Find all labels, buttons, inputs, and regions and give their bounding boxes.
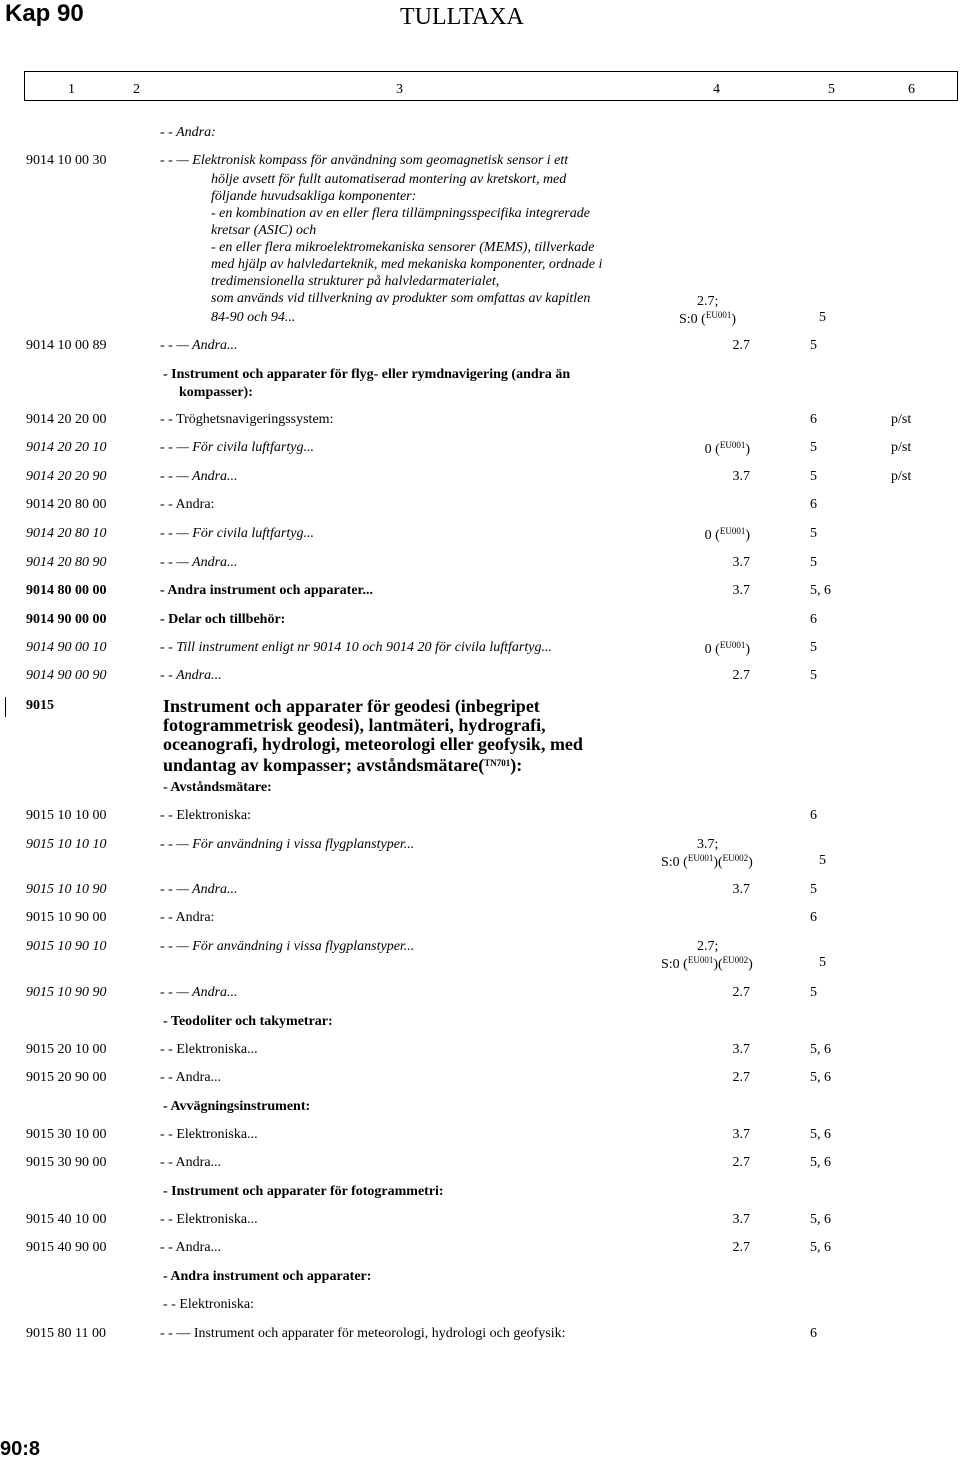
description-line: med hjälp av halvledarteknik, med mekaniska komponenter, ordnade i <box>211 257 603 272</box>
section-heading: - Avståndsmätare: <box>163 780 272 795</box>
subsection-heading: - - Elektroniska: <box>163 1297 254 1312</box>
col5-value: 5, 6 <box>810 1155 831 1170</box>
col5-value: 5 <box>819 955 826 970</box>
table-row <box>0 440 960 460</box>
duty-rate: 3.7 <box>732 1127 750 1142</box>
description: - Delar och tillbehör: <box>160 612 286 627</box>
change-bar <box>5 697 6 717</box>
heading-line: undantag av kompasser; avståndsmätare($^{TN701}$): <box>163 755 523 775</box>
description: - - Elektroniska... <box>160 1212 258 1227</box>
section-heading: - Instrument och apparater för fotogrammetri: <box>163 1184 444 1199</box>
table-row <box>0 882 960 902</box>
description: - - — För användning i vissa flygplanstyper... <box>160 939 415 954</box>
duty-rate: 2.7 <box>732 338 750 353</box>
column-header-6: 6 <box>908 82 915 97</box>
duty-rate: 0 ($^{EU001}$) <box>704 640 750 657</box>
description: - - Andra... <box>160 1155 222 1170</box>
col5-value: 6 <box>810 808 817 823</box>
table-row <box>0 469 960 489</box>
description: - - — Andra... <box>160 985 238 1000</box>
description: - - — Andra... <box>160 555 238 570</box>
table-row <box>0 526 960 546</box>
description: - - Andra: <box>160 125 216 140</box>
table-row <box>0 125 960 145</box>
col5-value: 6 <box>810 1326 817 1341</box>
table-row <box>0 1070 960 1090</box>
section-heading-cont: kompasser): <box>179 385 253 400</box>
col5-value: 5, 6 <box>810 1212 831 1227</box>
code: 9015 10 90 00 <box>26 910 107 925</box>
col5-value: 5 <box>810 640 817 655</box>
col5-value: 6 <box>810 910 817 925</box>
description: - - Andra: <box>160 910 215 925</box>
col6-value: p/st <box>891 440 912 455</box>
column-header-5: 5 <box>828 82 835 97</box>
description-line: som används vid tillverkning av produkter som omfattas av kapitlen <box>211 291 591 306</box>
col5-value: 5 <box>810 882 817 897</box>
table-row <box>0 985 960 1005</box>
description-line: - en eller flera mikroelektromekaniska sensorer (MEMS), tillverkade <box>211 240 595 255</box>
code: 9014 20 80 00 <box>26 497 107 512</box>
description: - - — Instrument och apparater för meteorologi, hydrologi och geofysik: <box>160 1326 566 1341</box>
duty-rate: 3.7; <box>697 837 719 852</box>
table-row <box>0 555 960 575</box>
col6-value: p/st <box>891 469 912 484</box>
col5-value: 5 <box>819 310 826 325</box>
table-row <box>0 612 960 632</box>
code: 9014 90 00 10 <box>26 640 107 655</box>
column-header-2: 2 <box>133 82 140 97</box>
description: - - Elektroniska: <box>160 808 251 823</box>
col5-value: 5 <box>810 338 817 353</box>
table-row <box>0 338 960 358</box>
table-row <box>0 808 960 828</box>
duty-rate: 2.7 <box>732 985 750 1000</box>
column-header-3: 3 <box>396 82 403 97</box>
table-row <box>0 583 960 603</box>
table-row <box>0 1155 960 1175</box>
heading-line: oceanografi, hydrologi, meteorologi eller geofysik, med <box>163 734 583 754</box>
duty-rate: 2.7; <box>697 294 719 309</box>
page-title: TULLTAXA <box>400 4 524 30</box>
col5-value: 5 <box>819 853 826 868</box>
heading-line: Instrument och apparater för geodesi (inbegripet <box>163 696 540 716</box>
description: - Andra instrument och apparater... <box>160 583 373 598</box>
table-row <box>0 1042 960 1062</box>
column-header-1: 1 <box>68 82 75 97</box>
code: 9015 30 10 00 <box>26 1127 107 1142</box>
description: - - — För användning i vissa flygplanstyper... <box>160 837 415 852</box>
column-header-4: 4 <box>713 82 720 97</box>
duty-rate: 2.7 <box>732 668 750 683</box>
page-number: 90:8 <box>0 1438 41 1460</box>
description: - - Andra: <box>160 497 215 512</box>
code: 9015 20 10 00 <box>26 1042 107 1057</box>
section-heading: - Teodoliter och takymetrar: <box>163 1014 333 1029</box>
table-row <box>0 1127 960 1147</box>
table-row <box>0 497 960 517</box>
description: - - — För civila luftfartyg... <box>160 440 314 455</box>
col5-value: 5, 6 <box>810 1042 831 1057</box>
description-line: - en kombination av en eller flera tillämpningsspecifika integrerade <box>211 206 590 221</box>
duty-rate: 3.7 <box>732 583 750 598</box>
chapter-label: Kap 90 <box>5 0 84 27</box>
description-line: 84-90 och 94... <box>211 310 296 325</box>
description: - - — Andra... <box>160 338 238 353</box>
code: 9014 80 00 00 <box>26 583 107 598</box>
section-heading: - Instrument och apparater för flyg- eller rymdnavigering (andra än <box>163 367 571 382</box>
code: 9014 20 20 90 <box>26 469 107 484</box>
description: - - — Andra... <box>160 882 238 897</box>
code: 9014 20 20 10 <box>26 440 107 455</box>
col5-value: 6 <box>810 412 817 427</box>
table-row <box>0 1326 960 1346</box>
table-row <box>0 1240 960 1260</box>
duty-rate: 3.7 <box>732 469 750 484</box>
description: - - Andra... <box>160 1240 222 1255</box>
code: 9014 90 00 00 <box>26 612 107 627</box>
heading-9015 <box>163 697 583 775</box>
duty-rate: 2.7; <box>697 939 719 954</box>
table-row <box>0 668 960 688</box>
duty-rate: 3.7 <box>732 1042 750 1057</box>
code: 9014 20 80 10 <box>26 526 107 541</box>
description: - - Elektroniska... <box>160 1042 258 1057</box>
code: 9015 30 90 00 <box>26 1155 107 1170</box>
duty-rate-suspension: S:0 ($^{EU001}$)($^{EU002}$) <box>661 853 753 870</box>
code: 9014 20 80 90 <box>26 555 107 570</box>
table-row <box>0 910 960 930</box>
table-row <box>0 1212 960 1232</box>
section-heading: - Avvägningsinstrument: <box>163 1099 311 1114</box>
code: 9015 10 90 90 <box>26 985 107 1000</box>
duty-rate: 0 ($^{EU001}$) <box>704 440 750 457</box>
code: 9015 40 90 00 <box>26 1240 107 1255</box>
duty-rate: 3.7 <box>732 1212 750 1227</box>
code: 9015 10 10 10 <box>26 837 107 852</box>
description: - - Till instrument enligt nr 9014 10 och 9014 20 för civila luftfartyg... <box>160 640 552 655</box>
col5-value: 5, 6 <box>810 1240 831 1255</box>
duty-rate: 2.7 <box>732 1070 750 1085</box>
duty-rate-suspension: S:0 ($^{EU001}$) <box>679 310 737 327</box>
code: 9014 10 00 89 <box>26 338 107 353</box>
description: - - Tröghetsnavigeringssystem: <box>160 412 334 427</box>
duty-rate: 2.7 <box>732 1240 750 1255</box>
description-line: kretsar (ASIC) och <box>211 223 317 238</box>
description: - - Elektroniska... <box>160 1127 258 1142</box>
description-line: tredimensionella strukturer på halvledarmaterialet, <box>211 274 500 289</box>
code: 9015 40 10 00 <box>26 1212 107 1227</box>
code: 9015 10 10 90 <box>26 882 107 897</box>
col6-value: p/st <box>891 412 912 427</box>
description-line: hölje avsett för fullt automatiserad montering av kretskort, med <box>211 172 567 187</box>
column-header-box <box>24 71 958 101</box>
heading-line: fotogrammetrisk geodesi), lantmäteri, hydrografi, <box>163 715 546 735</box>
description: - - — Andra... <box>160 469 238 484</box>
description-line: - - — Elektronisk kompass för användning som geomagnetisk sensor i ett <box>160 153 569 168</box>
description-line: följande huvudsakliga komponenter: <box>211 189 417 204</box>
col5-value: 6 <box>810 612 817 627</box>
duty-rate: 3.7 <box>732 555 750 570</box>
description: - - — För civila luftfartyg... <box>160 526 314 541</box>
col5-value: 5, 6 <box>810 1127 831 1142</box>
description: - - Andra... <box>160 1070 222 1085</box>
code: 9014 10 00 30 <box>26 153 107 168</box>
col5-value: 5 <box>810 526 817 541</box>
code: 9015 80 11 00 <box>26 1326 106 1341</box>
heading-code: 9015 <box>26 698 54 713</box>
table-row <box>0 640 960 660</box>
description: - - Andra... <box>160 668 222 683</box>
col5-value: 5, 6 <box>810 1070 831 1085</box>
col5-value: 5, 6 <box>810 583 831 598</box>
duty-rate-suspension: S:0 ($^{EU001}$)($^{EU002}$) <box>661 955 753 972</box>
col5-value: 5 <box>810 985 817 1000</box>
table-row <box>0 412 960 432</box>
col5-value: 5 <box>810 440 817 455</box>
col5-value: 5 <box>810 555 817 570</box>
duty-rate: 2.7 <box>732 1155 750 1170</box>
code: 9015 10 10 00 <box>26 808 107 823</box>
code: 9015 20 90 00 <box>26 1070 107 1085</box>
duty-rate: 3.7 <box>732 882 750 897</box>
duty-rate: 0 ($^{EU001}$) <box>704 526 750 543</box>
col5-value: 5 <box>810 469 817 484</box>
section-heading: - Andra instrument och apparater: <box>163 1269 372 1284</box>
col5-value: 5 <box>810 668 817 683</box>
code: 9014 90 00 90 <box>26 668 107 683</box>
code: 9015 10 90 10 <box>26 939 107 954</box>
code: 9014 20 20 00 <box>26 412 107 427</box>
col5-value: 6 <box>810 497 817 512</box>
